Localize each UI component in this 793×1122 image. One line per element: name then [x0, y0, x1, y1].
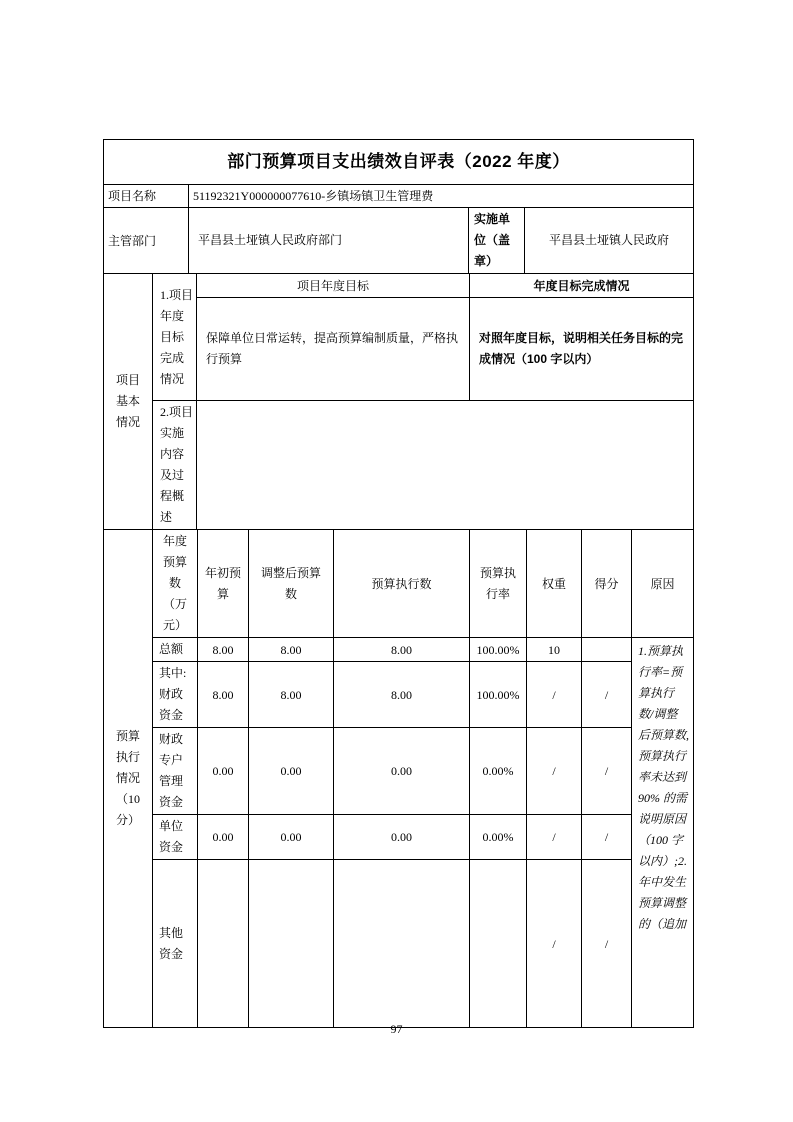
cell-initial: 8.00	[198, 662, 249, 728]
cell-rate: 0.00%	[470, 728, 527, 815]
cell-initial	[198, 860, 249, 1028]
cell-score: /	[582, 662, 632, 728]
page-number: 97	[390, 1022, 403, 1036]
goal-header: 项目年度目标	[197, 274, 470, 298]
cell-initial: 8.00	[198, 638, 249, 662]
sub2-label: 2.项目实施内容及过程概述	[153, 401, 197, 530]
col-header-adjusted: 调整后预算数	[249, 530, 334, 638]
cell-adjusted	[249, 860, 334, 1028]
col-header-annual-budget: 年度预算数（万元）	[153, 530, 198, 638]
row-label-fiscal-funds: 其中:财政资金	[153, 662, 198, 728]
table-row	[104, 638, 694, 662]
cell-score	[582, 638, 632, 662]
impl-unit-value: 平昌县土垭镇人民政府	[525, 208, 694, 274]
row-label-special-account: 财政专户管理资金	[153, 728, 198, 815]
cell-executed: 8.00	[334, 662, 470, 728]
cell-executed: 0.00	[334, 728, 470, 815]
basic-info-section-label: 项目基本情况	[104, 274, 153, 530]
col-header-rate: 预算执行率	[470, 530, 527, 638]
cell-initial: 0.00	[198, 815, 249, 860]
table-row	[104, 860, 694, 1028]
project-name-value: 51192321Y000000077610-乡镇场镇卫生管理费	[189, 185, 694, 208]
row-label-other-funds: 其他资金	[153, 860, 198, 1028]
col-header-reason: 原因	[632, 530, 694, 638]
cell-score: /	[582, 860, 632, 1028]
cell-score: /	[582, 815, 632, 860]
cell-executed: 0.00	[334, 815, 470, 860]
table-row	[104, 530, 694, 638]
sub2-content	[197, 401, 694, 530]
cell-weight: 10	[527, 638, 582, 662]
col-header-score: 得分	[582, 530, 632, 638]
table-row	[104, 208, 694, 274]
cell-rate	[470, 860, 527, 1028]
cell-initial: 0.00	[198, 728, 249, 815]
row-label-total: 总额	[153, 638, 198, 662]
cell-rate: 0.00%	[470, 815, 527, 860]
completion-text: 对照年度目标，说明相关任务目标的完成情况（100 字以内）	[470, 298, 694, 401]
project-name-label: 项目名称	[104, 185, 189, 208]
cell-weight: /	[527, 815, 582, 860]
table-row	[104, 728, 694, 815]
table-row	[104, 185, 694, 208]
table-row	[104, 140, 694, 185]
cell-weight: /	[527, 662, 582, 728]
page-title: 部门预算项目支出绩效自评表（2022 年度）	[104, 140, 694, 185]
basic-info-table	[103, 273, 694, 530]
cell-weight: /	[527, 728, 582, 815]
goal-text: 保障单位日常运转，提高预算编制质量，严格执行预算	[197, 298, 470, 401]
dept-label: 主管部门	[104, 208, 189, 274]
col-header-executed: 预算执行数	[334, 530, 470, 638]
reason-text: 1.预算执行率=预算执行数/调整后预算数,预算执行率未达到 90% 的需说明原因（100 字以内）;2.年中发生预算调整的（追加	[632, 638, 694, 1028]
cell-rate: 100.00%	[470, 662, 527, 728]
table-row	[104, 274, 694, 298]
budget-section-label: 预算执行情况（10 分）	[104, 530, 153, 1028]
table-row	[104, 662, 694, 728]
self-evaluation-table	[103, 139, 693, 1028]
cell-adjusted: 8.00	[249, 638, 334, 662]
table-row	[104, 401, 694, 530]
budget-table	[103, 529, 694, 1028]
row-label-unit-funds: 单位资金	[153, 815, 198, 860]
sub1-label: 1.项目年度目标完成情况	[153, 274, 197, 401]
cell-executed: 8.00	[334, 638, 470, 662]
cell-score: /	[582, 728, 632, 815]
col-header-weight: 权重	[527, 530, 582, 638]
cell-weight: /	[527, 860, 582, 1028]
header-table	[103, 139, 694, 274]
impl-unit-label: 实施单位（盖章）	[469, 208, 525, 274]
cell-executed	[334, 860, 470, 1028]
dept-value: 平昌县土垭镇人民政府部门	[189, 208, 469, 274]
col-header-initial: 年初预算	[198, 530, 249, 638]
completion-header: 年度目标完成情况	[470, 274, 694, 298]
cell-adjusted: 0.00	[249, 815, 334, 860]
table-row	[104, 815, 694, 860]
cell-adjusted: 8.00	[249, 662, 334, 728]
cell-adjusted: 0.00	[249, 728, 334, 815]
cell-rate: 100.00%	[470, 638, 527, 662]
